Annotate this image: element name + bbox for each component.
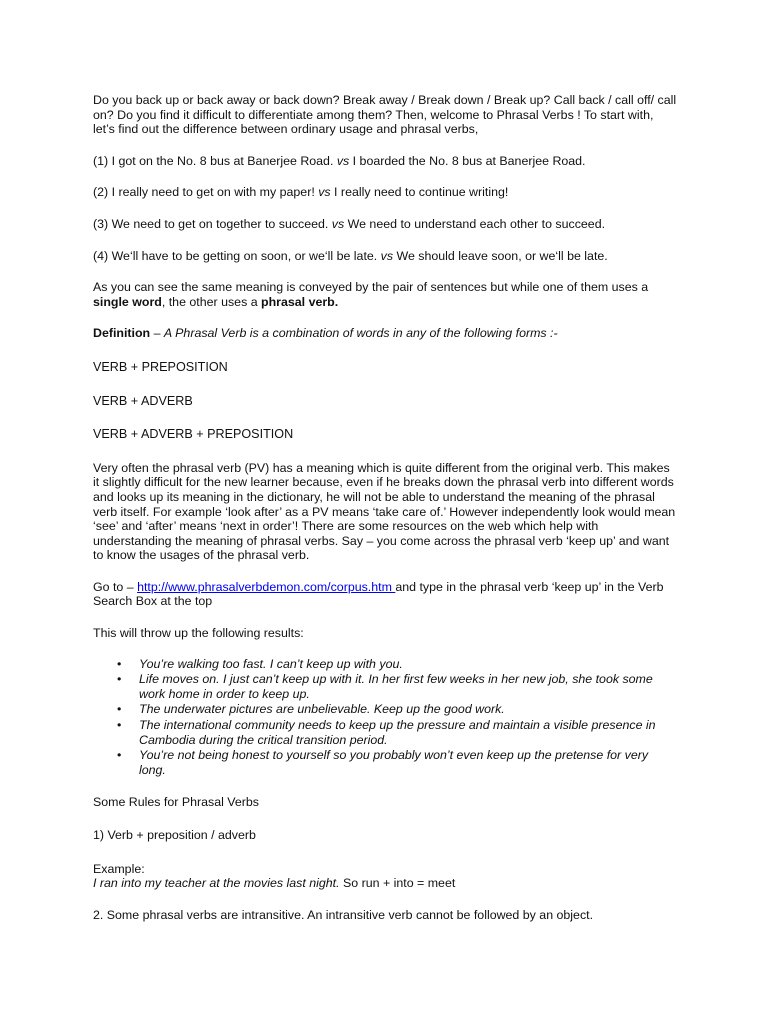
rule-2: 2. Some phrasal verbs are intransitive. An intransitive verb cannot be followed by an object. [93,907,594,922]
example-2-phrasal: I really need to continue writing! [330,185,509,200]
example-3-vs: vs [331,216,345,231]
list-item [117,748,678,777]
results-list [93,657,678,778]
result-text: Life moves on. I just can’t keep up with it. In her first few weeks in her new job, she took some work home in order to keep up. [139,672,653,701]
goto-paragraph [93,580,678,609]
result-text: The international community needs to keep up the pressure and maintain a visible presence in Cambodia during the critical transition period. [139,718,656,747]
bullet-icon: • [117,748,122,763]
definition-label: Definition [93,326,151,341]
bullet-icon: • [117,672,122,687]
example-4-ordinary: (4) We‘ll have to be getting on soon, or we‘ll be late. [93,248,381,263]
intro-paragraph: Do you back up or back away or back down? Break away / Break down / Break up? Call back / call off/ call on? Do you find it difficult to differentiate among them? Then, welcome to Phrasal Verbs ! To start with, let’s find out the difference between ordinary usage and phrasal verbs, [93,93,677,137]
bullet-icon: • [117,718,122,733]
bullet-icon: • [117,656,122,671]
result-text: You’re walking too fast. I can’t keep up with you. [139,656,403,671]
definition-dash: – [150,326,164,341]
form-verb-adverb-preposition: VERB + ADVERB + PREPOSITION [93,427,294,442]
results-intro: This will throw up the following results: [93,626,304,641]
result-text: You’re not being honest to yourself so you probably won’t even keep up the pretense for very long. [139,748,649,777]
example-2 [93,185,678,200]
example-3-ordinary: (3) We need to get on together to succeed. [93,216,332,231]
list-item [117,656,678,672]
example-1-phrasal: I boarded the No. 8 bus at Banerjee Road. [349,153,586,168]
example-2-ordinary: (2) I really need to get on with my paper! [93,185,319,200]
meaning-text-2: , the other uses a [161,294,262,309]
example-3 [93,217,678,232]
definition-paragraph [93,326,678,341]
example-4-phrasal: We should leave soon, or we‘ll be late. [393,248,608,263]
example-3-phrasal: We need to understand each other to succeed. [344,216,606,231]
explanation-paragraph: Very often the phrasal verb (PV) has a meaning which is quite different from the original verb. This makes it slightly difficult for the new learner because, even if he breaks down the phrasal verb into different words and looks up its meaning in the dictionary, he will not be able to understand the meaning of the phrasal verb itself. For example ‘look after’ as a PV means ‘take care of.’ However independently look would mean ‘see’ and ‘after’ means ‘next in order’! There are some resources on the web which help with understanding the meaning of phrasal verbs. Say – you come across the phrasal verb ‘keep up’ and want to know the usages of the phrasal verb. [93,460,676,563]
example-1 [93,154,678,169]
form-verb-preposition: VERB + PREPOSITION [93,359,228,374]
goto-suffix: and type in the phrasal verb ‘keep up’ in the Verb Search Box at the top [93,579,664,609]
goto-prefix: Go to – [93,579,138,594]
meaning-text-1: As you can see the same meaning is conveyed by the pair of sentences but while one of them uses a [93,280,649,295]
example-sentence: I ran into my teacher at the movies last night. [93,876,340,891]
document-page [93,93,678,939]
example-4 [93,249,678,264]
result-text: The underwater pictures are unbelievable. Keep up the good work. [139,702,505,717]
form-verb-adverb: VERB + ADVERB [93,393,193,408]
definition-text: A Phrasal Verb is a combination of words in any of the following forms :- [163,326,558,341]
meaning-paragraph [93,280,678,309]
rules-heading: Some Rules for Phrasal Verbs [93,795,259,810]
example-1-vs: vs [336,153,350,168]
phrasalverbdemon-link[interactable]: http://www.phrasalverbdemon.com/corpus.htm [137,579,396,594]
list-item [117,672,678,701]
list-item [117,702,678,717]
example-1-ordinary: (1) I got on the No. 8 bus at Banerjee Road. [93,153,337,168]
example-label: Example: [93,861,145,876]
bullet-icon: • [117,702,122,717]
example-explanation: So run + into = meet [339,876,456,891]
list-item [117,718,678,747]
example-2-vs: vs [318,185,331,200]
meaning-bold-phrasal-verb: phrasal verb. [261,294,339,309]
example-4-vs: vs [380,248,394,263]
meaning-bold-single-word: single word [93,294,162,309]
rule-1: 1) Verb + preposition / adverb [93,828,256,842]
example-paragraph [93,862,678,891]
